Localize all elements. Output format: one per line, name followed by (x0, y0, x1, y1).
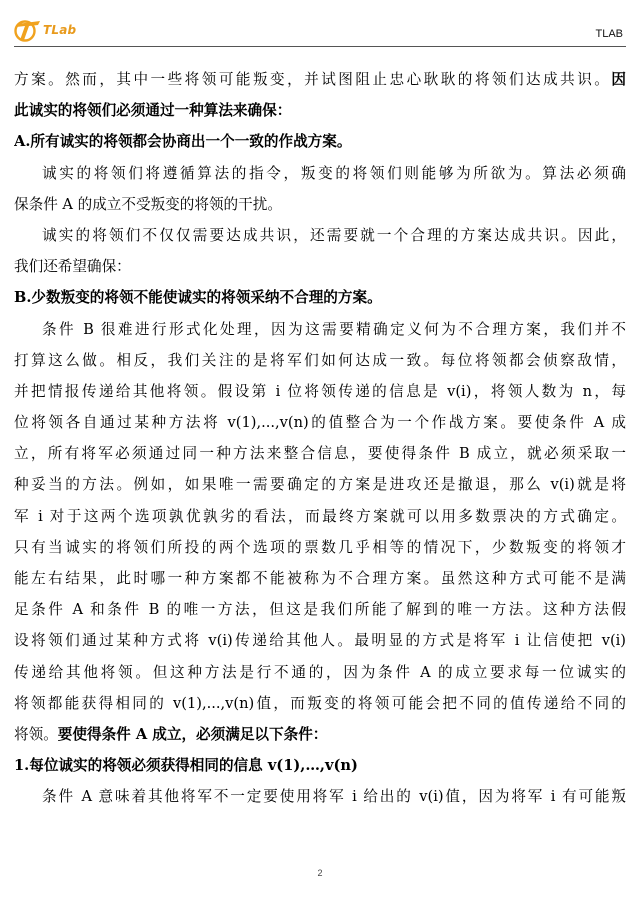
text-line: 我们还希望确保： (14, 258, 131, 276)
text-line: 将领。要使得条件 A 成立，必须满足以下条件： (14, 725, 328, 743)
text-line: 位将领各自通过某种方法将 v(1),...,v(n)的值整合为一个作战方案。要使条件 A 成 (14, 414, 626, 432)
text-line: 能左右结果，此时哪一种方案都不能被称为不合理方案。虽然这种方式可能不是满 (14, 570, 626, 587)
document-body (14, 64, 626, 813)
text-line: 打算这么做。相反，我们关注的是将军们如何达成一致。每位将领都会侦察敌情， (14, 351, 626, 369)
condition-heading-1: 1.每位诚实的将领必须获得相同的信息 v(1),…,v(n) (14, 757, 358, 775)
text-line: 并把情报传递给其他将领。假设第 i 位将领传递的信息是 v(i)，将领人数为 n，每 (14, 382, 626, 400)
text-line: 立，所有将军必须通过同一种方法来整合信息，要使得条件 B 成立，就必须采取一 (14, 445, 626, 463)
text-line: 传递给其他将领。但这种方法是行不通的，因为条件 A 的成立要求每一位诚实的 (14, 663, 626, 681)
text-line: 方案。然而，其中一些将领可能叛变，并试图阻止忠心耿耿的将领们达成共识。因 (14, 71, 626, 88)
text-line: 此诚实的将领们必须通过一种算法来确保： (14, 102, 292, 120)
header-title: TLAB (595, 28, 623, 40)
text-line: 诚实的将领们不仅仅需要达成共识，还需要就一个合理的方案达成共识。因此， (42, 226, 626, 244)
page-number: 2 (317, 868, 323, 878)
section-heading-a: A.所有诚实的将领都会协商出一个一致的作战方案。 (14, 133, 352, 151)
text-line: 将领都能获得相同的 v(1),...,v(n)值，而叛变的将领可能会把不同的值传递给不同的 (14, 694, 626, 712)
logo-text: TLab (43, 23, 77, 37)
text-line: 条件 A 意味着其他将军不一定要使用将军 i 给出的 v(i)值，因为将军 i 有可能叛 (42, 788, 626, 806)
text-line: 只有当诚实的将领们所投的两个选项的票数几乎相等的情况下，少数叛变的将领才 (14, 538, 626, 556)
text-line: 种妥当的方法。例如，如果唯一需要确定的方案是进攻还是撤退，那么 v(i)就是将 (14, 476, 626, 494)
text-line: 诚实的将领们将遵循算法的指令，叛变的将领们则能够为所欲为。算法必须确 (42, 164, 626, 182)
text-line: 条件 B 很难进行形式化处理，因为这需要精确定义何为不合理方案，我们并不 (42, 320, 626, 338)
section-heading-b: B.少数叛变的将领不能使诚实的将领采纳不合理的方案。 (14, 289, 382, 307)
text-line: 设将领们通过某种方式将 v(i)传递给其他人。最明显的方式是将军 i 让信使把 v(i) (14, 632, 626, 650)
text-line: 保条件 A 的成立不受叛变的将领的干扰。 (14, 195, 282, 213)
header-divider (14, 46, 626, 47)
tlab-logo (14, 18, 76, 42)
tlab-logo-icon (14, 18, 42, 42)
text-line: 军 i 对于这两个选项孰优孰劣的看法，而最终方案就可以用多数票决的方式确定。 (14, 507, 626, 525)
text-line: 足条件 A 和条件 B 的唯一方法，但这是我们所能了解到的唯一方法。这种方法假 (14, 601, 626, 619)
